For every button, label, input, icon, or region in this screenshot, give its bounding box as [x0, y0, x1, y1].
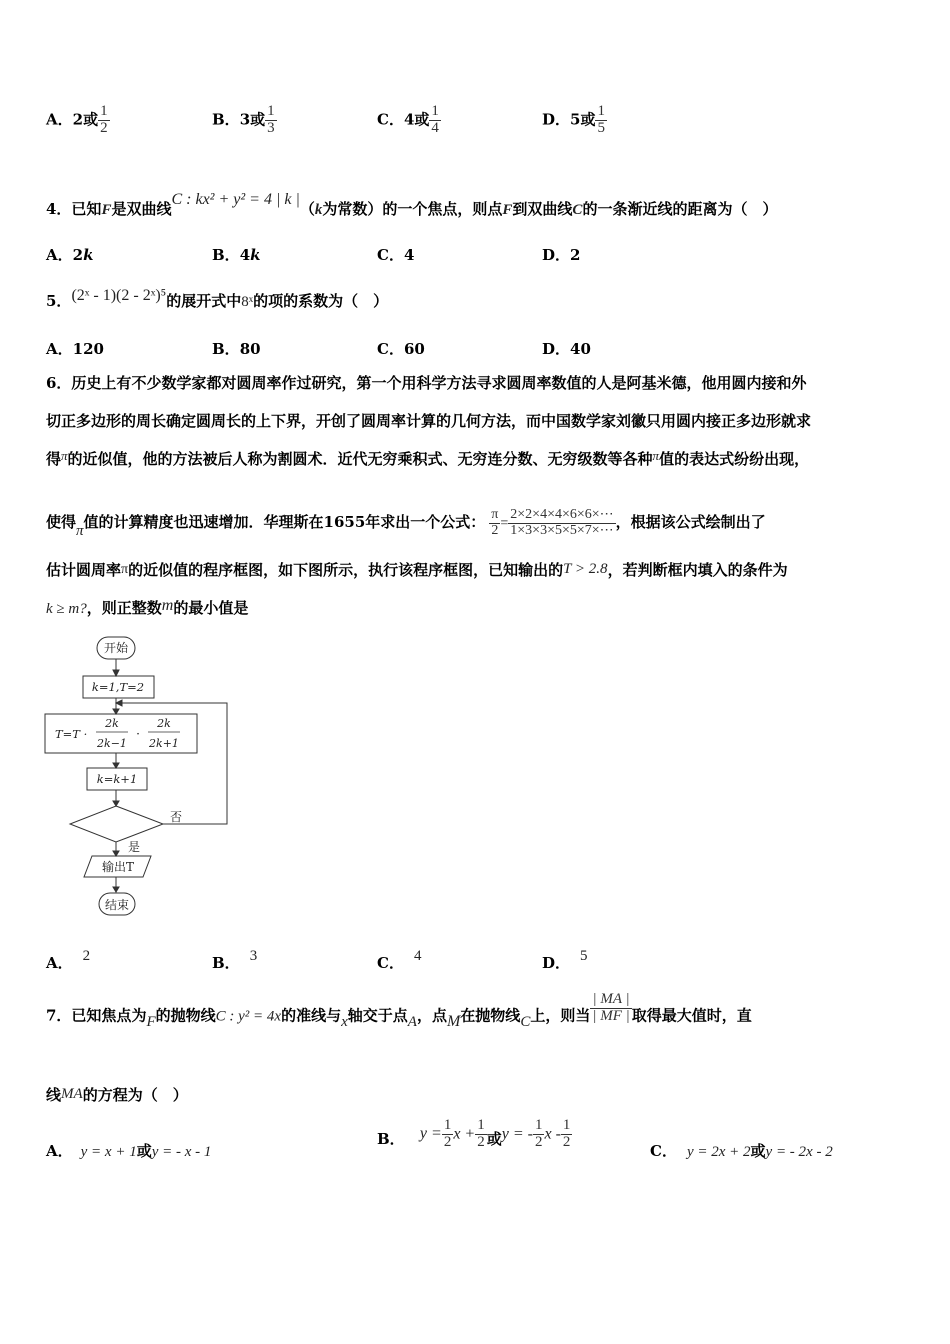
- flow-no-label: 否: [170, 810, 183, 824]
- q4-option-c[interactable]: C．4: [377, 246, 415, 264]
- q4-option-d[interactable]: D．2: [542, 246, 581, 264]
- q7-ratio-fraction: $\frac{| MA |}{| MF |}$: [592, 991, 630, 1024]
- flowchart: [40, 632, 240, 922]
- fraction: $\frac{1}{5}$: [597, 103, 605, 136]
- fraction: $\frac{1}{2}$: [100, 103, 108, 136]
- q5-term: 8ˣ: [241, 294, 254, 310]
- q6-line-5: 估计圆周率π的近似值的程序框图，如下图所示，执行该程序框图，已知输出的T > 2.8，若判断框内填入的条件为: [46, 561, 788, 579]
- flow-incr-label: k=k+1: [96, 772, 138, 786]
- q5-stem: 5．(2ˣ - 1)(2 - 2ˣ)⁵的展开式中8ˣ的项的系数为（ ）: [46, 287, 389, 310]
- q6-line-1: 6．历史上有不少数学家都对圆周率作过研究，第一个用科学方法寻求圆周率数值的人是阿基米德，他用圆内接和外: [46, 374, 807, 392]
- q3-option-d[interactable]: D．5或 $\frac{1}{5}$: [542, 103, 605, 136]
- q6-line-4: 使得π值的计算精度也迅速增加．华理斯在1655年求出一个公式： $\frac{\pi}{2}$ = $\frac{2\times 2\times 4\times 4\times 6\times 6\times\cdots}{1\times 3\times 3\times 5\times 5\times 7\times\cdots}$ ，根据该公式绘制出了: [46, 507, 766, 540]
- q5-formula: (2ˣ - 1)(2 - 2ˣ)⁵: [71, 287, 167, 304]
- q4-stem: 4．已知F是双曲线C : kx² + y² = 4 | k |（k为常数）的一个焦点，则点F到双曲线C的一条渐近线的距离为（ ）: [46, 191, 778, 218]
- q4-formula: C : kx² + y² = 4 | k |: [171, 191, 300, 208]
- flow-assign-lhs: T=T ·: [55, 727, 88, 741]
- q3-option-b[interactable]: B．3或 $\frac{1}{3}$: [212, 103, 275, 136]
- q6-option-a[interactable]: A． 2: [46, 948, 91, 972]
- flow-frac1-num: 2k: [105, 717, 119, 730]
- flow-decision-node: [70, 806, 163, 842]
- q6-option-b[interactable]: B． 3: [212, 948, 258, 972]
- q6-line-6: k ≥ m?，则正整数m的最小值是: [46, 597, 249, 617]
- flow-yes-label: 是: [128, 840, 141, 854]
- q5-option-b[interactable]: B．80: [212, 340, 261, 358]
- q3-option-a[interactable]: A．2或 $\frac{1}{2}$: [46, 103, 108, 136]
- wallis-right-fraction: $\frac{2\times 2\times 4\times 4\times 6\times 6\times\cdots}{1\times 3\times 3\times 5\times 5\times 7\times\cdots}$: [510, 507, 614, 538]
- fraction: $\frac{1}{3}$: [267, 103, 275, 136]
- flow-frac2-den: 2k+1: [149, 737, 179, 750]
- q7-option-a[interactable]: A． y = x + 1或y = - x - 1: [46, 1142, 212, 1160]
- q5-option-a[interactable]: A．120: [46, 340, 104, 358]
- q6-line-2: 切正多边形的周长确定圆周长的上下界，开创了圆周率计算的几何方法，而中国数学家刘徽只用圆内接正多边形就求: [46, 412, 812, 430]
- flow-frac2-num: 2k: [157, 717, 171, 730]
- wallis-left-fraction: $\frac{\pi}{2}$: [491, 507, 499, 538]
- flow-end-label: 结束: [104, 898, 130, 912]
- flow-frac1-den: 2k−1: [97, 737, 127, 750]
- q6-option-c[interactable]: C． 4: [377, 948, 422, 972]
- q6-line-3: 得π的近似值，他的方法被后人称为割圆术．近代无穷乘积式、无穷连分数、无穷级数等各种π值的表达式纷纷出现，: [46, 448, 810, 468]
- q7-line-1: 7．已知焦点为F的抛物线C : y² = 4x的准线与x轴交于点A，点M在抛物线C上，则当 $\frac{| MA |}{| MF |}$ 取得最大值时，直: [46, 991, 752, 1031]
- q5-option-c[interactable]: C．60: [377, 340, 425, 358]
- flow-init-label: k=1,T=2: [91, 680, 145, 694]
- flow-output-label: 输出T: [101, 860, 135, 874]
- q4-option-a[interactable]: A．2k: [46, 246, 94, 264]
- q5-option-d[interactable]: D．40: [542, 340, 591, 358]
- q3-option-c[interactable]: C．4或 $\frac{1}{4}$: [377, 103, 439, 136]
- q6-option-d[interactable]: D． 5: [542, 948, 588, 972]
- q4-option-b[interactable]: B．4k: [212, 246, 261, 264]
- flow-start-label: 开始: [103, 641, 129, 655]
- q7-option-c[interactable]: C． y = 2x + 2或y = - 2x - 2: [650, 1142, 833, 1160]
- q7-line-2: 线MA的方程为（ ）: [46, 1086, 188, 1104]
- fraction: $\frac{1}{4}$: [431, 103, 439, 136]
- flow-dot: ·: [136, 727, 140, 741]
- q7-option-b[interactable]: B． y = $\frac{1}{2}$ x + $\frac{1}{2}$ 或y = - $\frac{1}{2}$ x - $\frac{1}{2}$: [377, 1117, 571, 1150]
